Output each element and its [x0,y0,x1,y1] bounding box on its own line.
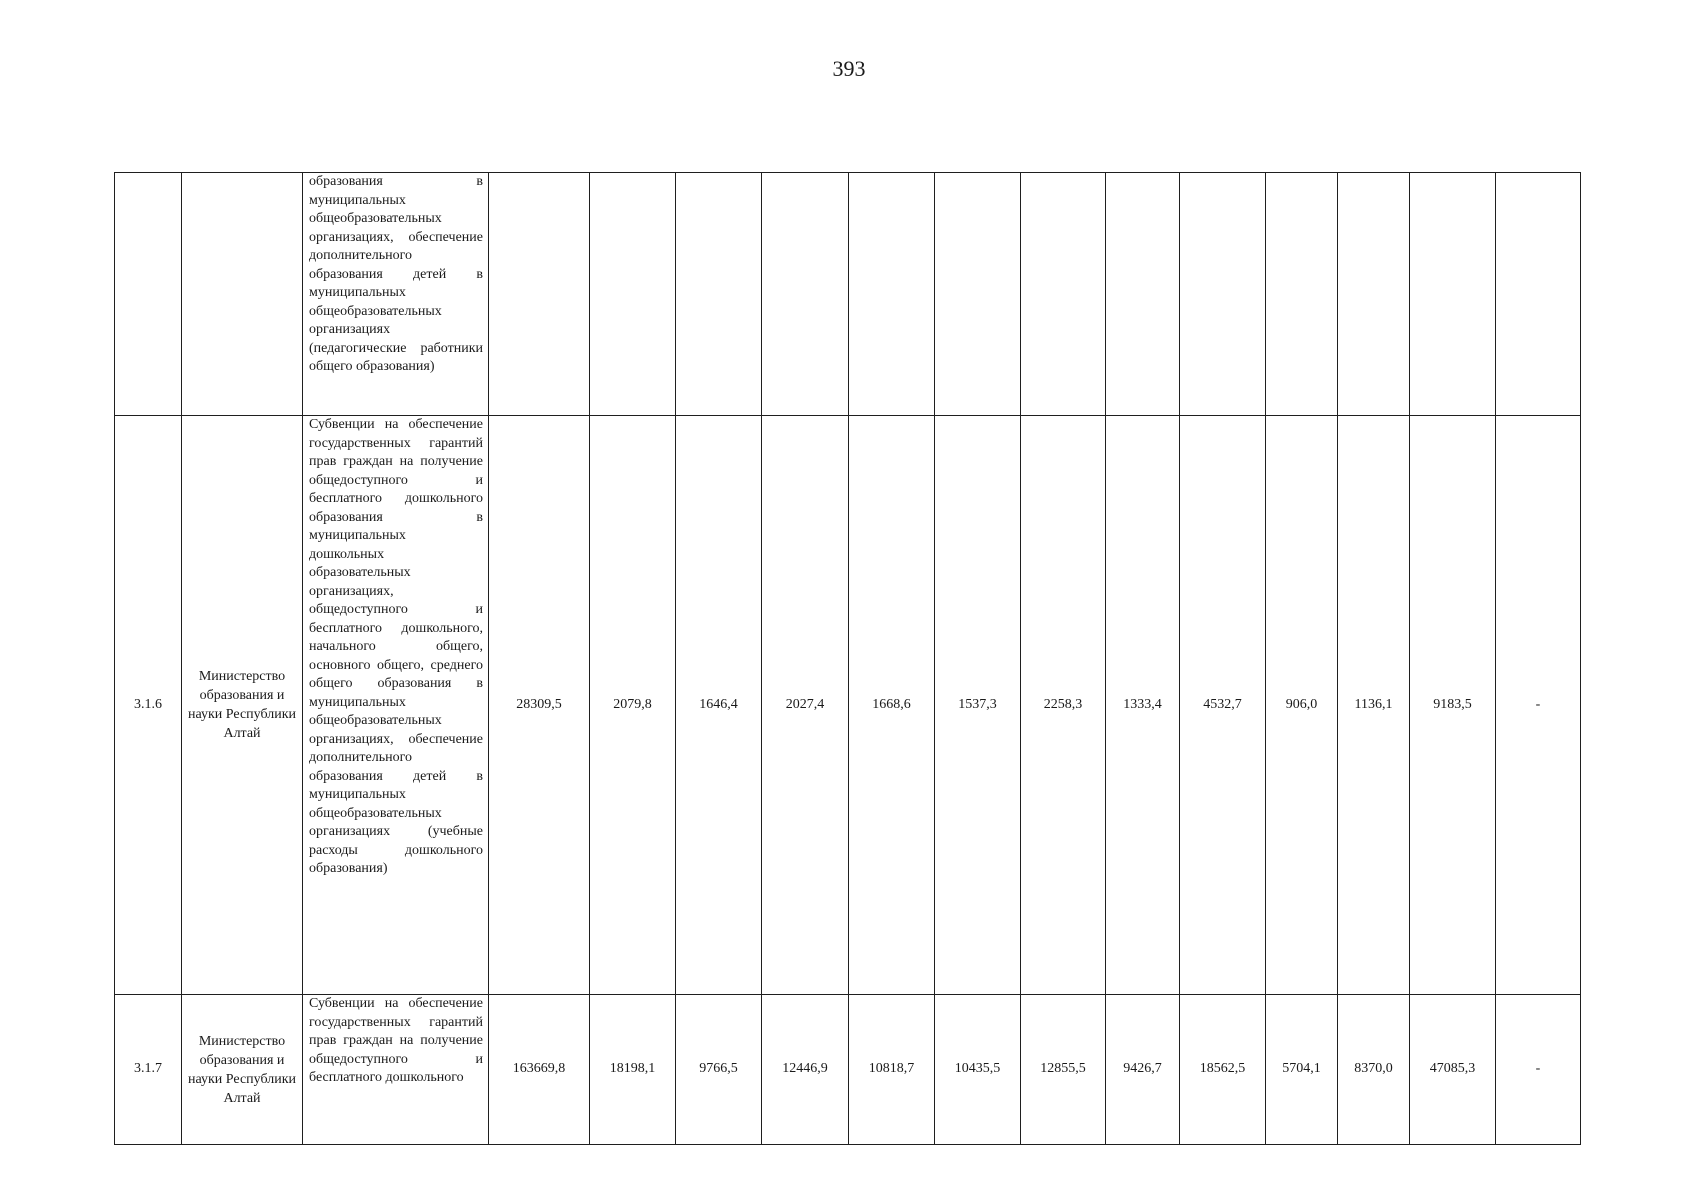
value-cell: 1646,4 [676,416,762,995]
value-cell [1021,173,1106,416]
value-cell: 1668,6 [849,416,935,995]
value-cell [935,173,1021,416]
value-cell: 28309,5 [489,416,590,995]
value-cell: 163669,8 [489,995,590,1145]
value-cell [489,173,590,416]
value-cell: 4532,7 [1180,416,1266,995]
page-number: 393 [832,56,866,81]
value-cell [762,173,849,416]
value-cell: 2258,3 [1021,416,1106,995]
table-row [115,173,1581,416]
table-row [115,416,1581,995]
value-cell: 12446,9 [762,995,849,1145]
value-cell [849,173,935,416]
value-cell [1410,173,1496,416]
value-cell: 9426,7 [1106,995,1180,1145]
organization-cell: Министерство образования и науки Республики Алтай [182,416,303,995]
value-cell: 12855,5 [1021,995,1106,1145]
value-cell: 8370,0 [1338,995,1410,1145]
budget-table [114,172,1581,1145]
value-cell [1180,173,1266,416]
value-cell: 1333,4 [1106,416,1180,995]
description-text: Субвенции на обеспечение государственных гарантий прав граждан на получение общедоступного и бесплатного дошкольного [309,996,483,1085]
value-cell: 5704,1 [1266,995,1338,1145]
row-number-cell: 3.1.6 [115,416,182,995]
description-cell [303,173,489,416]
value-cell: 10435,5 [935,995,1021,1145]
description-text: образования в муниципальных общеобразовательных организациях, обеспечение дополнительного образования детей в муниципальных общеобразовательных организациях (педагогические работники общего образования) [309,174,483,374]
value-cell: 2079,8 [590,416,676,995]
value-cell: 47085,3 [1410,995,1496,1145]
value-cell: 9766,5 [676,995,762,1145]
value-cell [1338,173,1410,416]
value-cell: 2027,4 [762,416,849,995]
table-row [115,995,1581,1145]
value-cell: 906,0 [1266,416,1338,995]
value-cell [1496,173,1581,416]
value-cell: 18198,1 [590,995,676,1145]
value-cell [676,173,762,416]
value-cell: 10818,7 [849,995,935,1145]
description-cell [303,995,489,1145]
organization-cell [182,173,303,416]
description-cell [303,416,489,995]
value-cell: 1537,3 [935,416,1021,995]
value-cell: 1136,1 [1338,416,1410,995]
organization-cell: Министерство образования и науки Республики Алтай [182,995,303,1145]
value-cell [1106,173,1180,416]
value-cell: 18562,5 [1180,995,1266,1145]
description-text: Субвенции на обеспечение государственных гарантий прав граждан на получение общедоступного и бесплатного дошкольного образования в муниципальных дошкольных образовательных организациях, общедоступного и бесплатного дошкольного, начального общего, основного общего, среднего общего образования в муниципальных общеобразовательных организациях, обеспечение дополнительного образования детей в муниципальных общеобразовательных организациях (учебные расходы дошкольного образования) [309,417,483,876]
value-cell: - [1496,995,1581,1145]
row-number-cell [115,173,182,416]
value-cell [1266,173,1338,416]
value-cell: 9183,5 [1410,416,1496,995]
value-cell: - [1496,416,1581,995]
row-number-cell: 3.1.7 [115,995,182,1145]
value-cell [590,173,676,416]
